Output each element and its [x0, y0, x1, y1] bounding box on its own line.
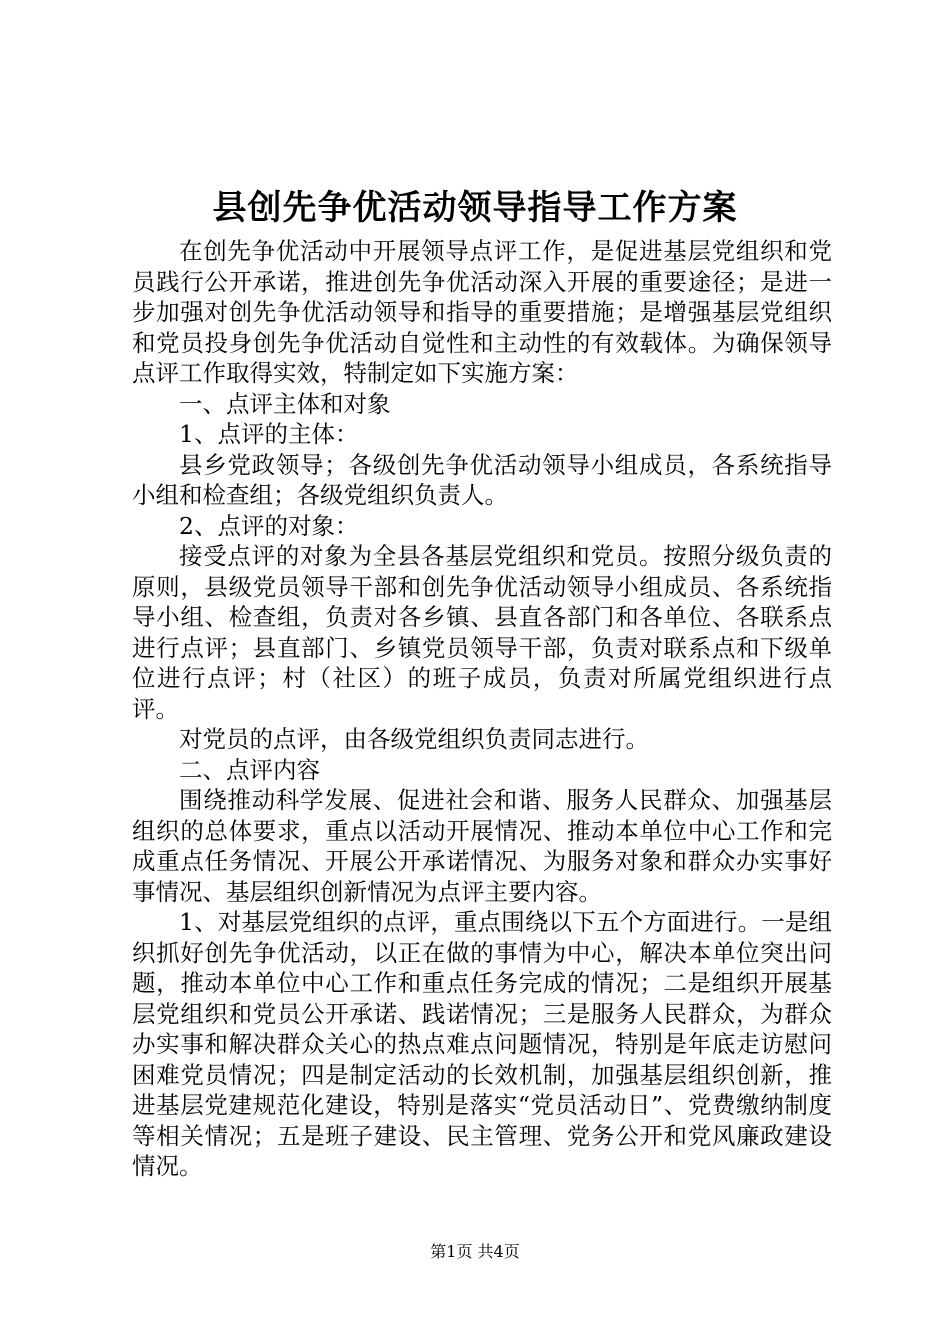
subheading-object: 2、点评的对象： — [179, 511, 359, 540]
paragraph-org-review: 1、对基层党组织的点评，重点围绕以下五个方面进行。一是组织抓好创先争优活动，以正在做的事情为中心，解决本单位突出问题，推动本单位中心工作和重点任务完成的情况；二是组织开展基层党组织和党员公开承诺、践诺情况；三是服务人民群众，为群众办实事和解决群众关心的热点难点问题情况，特别是年底走访慰问困难党员情况；四是制定活动的长效机制，加强基层组织创新，推进基层党建规范化建设，特别是落实“党员活动日”、党费缴纳制度等相关情况；五是班子建设、民主管理、党务公开和党风廉政建设情况。 — [132, 908, 832, 1180]
heading-section-1: 一、点评主体和对象 — [179, 389, 391, 418]
paragraph-content: 围绕推动科学发展、促进社会和谐、服务人民群众、加强基层组织的总体要求，重点以活动开展情况、推动本单位中心工作和完成重点任务情况、开展公开承诺情况、为服务对象和群众办实事好事情况、基层组织创新情况为点评主要内容。 — [132, 786, 832, 906]
page-footer: 第1页 共4页 — [430, 1242, 520, 1261]
document-title: 县创先争优活动领导指导工作方案 — [212, 188, 738, 228]
subheading-subject: 1、点评的主体： — [179, 420, 359, 448]
paragraph-subject: 县乡党政领导；各级创先争优活动领导小组成员，各系统指导小组和检查组；各级党组织负责人。 — [132, 450, 832, 509]
document-body — [132, 236, 832, 1182]
heading-section-2: 二、点评内容 — [179, 755, 320, 784]
paragraph-object: 接受点评的对象为全县各基层党组织和党员。按照分级负责的原则，县级党员领导干部和创先争优活动领导小组成员、各系统指导小组、检查组，负责对各乡镇、县直各部门和各单位、各联系点进行点评；县直部门、乡镇党员领导干部，负责对联系点和下级单位进行点评；村（社区）的班子成员，负责对所属党组织进行点评。 — [132, 542, 832, 723]
paragraph-member-review: 对党员的点评，由各级党组织负责同志进行。 — [179, 725, 649, 753]
paragraph-intro: 在创先争优活动中开展领导点评工作，是促进基层党组织和党员践行公开承诺，推进创先争优活动深入开展的重要途径；是进一步加强对创先争优活动领导和指导的重要措施；是增强基层党组织和党员投身创先争优活动自觉性和主动性的有效载体。为确保领导点评工作取得实效，特制定如下实施方案： — [132, 237, 832, 387]
